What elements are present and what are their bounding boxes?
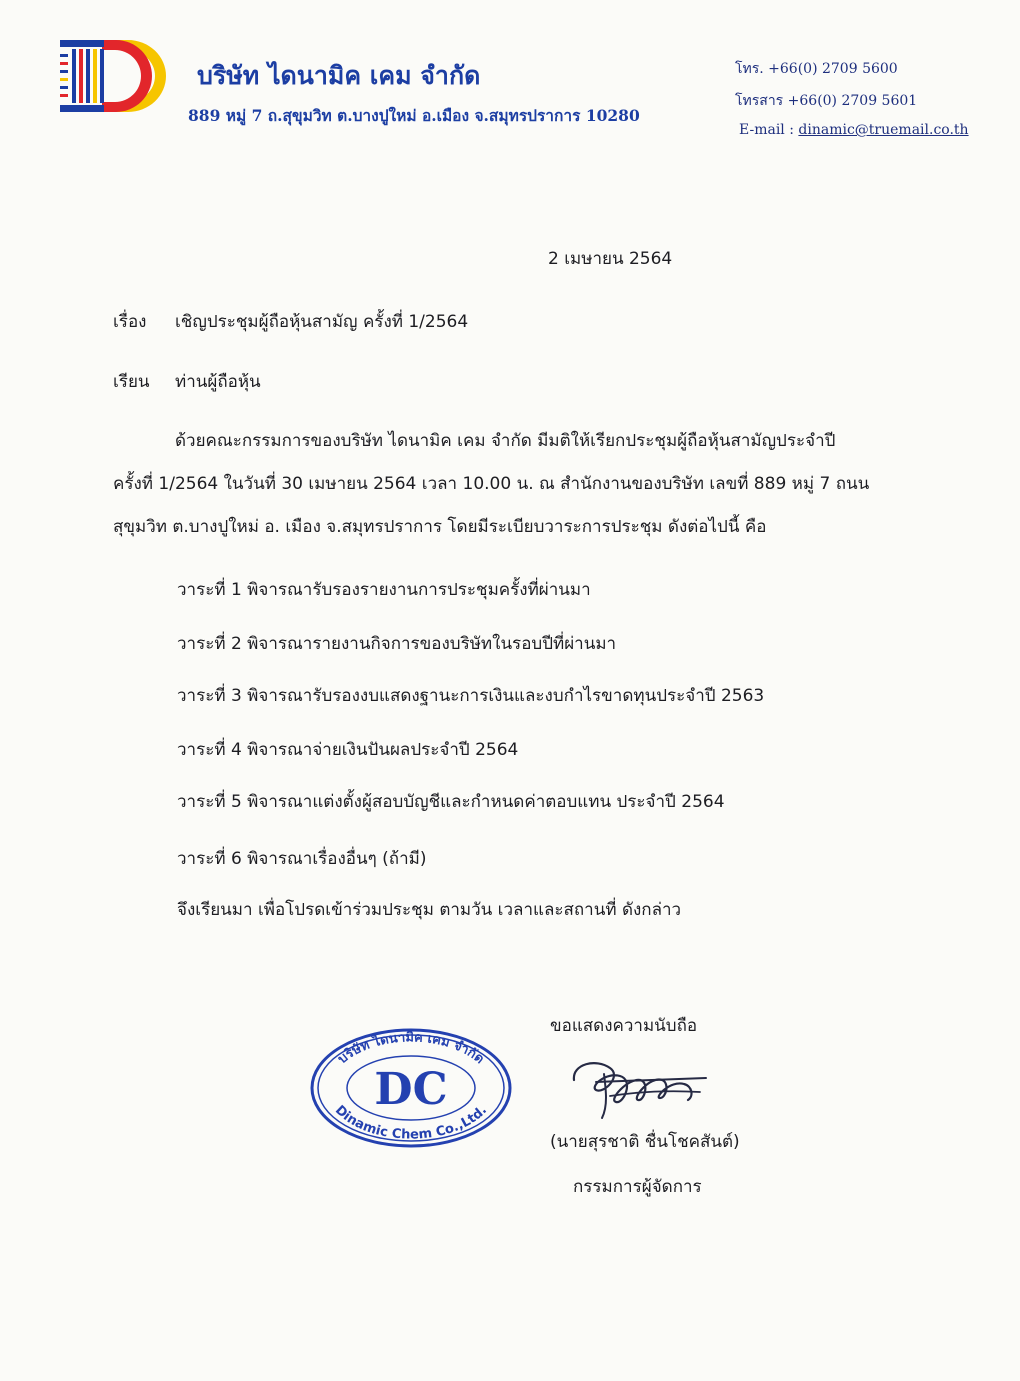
intro-line-1: ด้วยคณะกรรมการของบริษัท ไดนามิค เคม จำกัด มีมติให้เรียกประชุมผู้ถือหุ้นสามัญประจำปี: [175, 431, 836, 451]
agenda-item-5: วาระที่ 5 พิจารณาแต่งตั้งผู้สอบบัญชีและกำหนดค่าตอบแทน ประจำปี 2564: [177, 792, 725, 812]
to-text: ท่านผู้ถือหุ้น: [175, 372, 261, 392]
intro-line-2: ครั้งที่ 1/2564 ในวันที่ 30 เมษายน 2564 เวลา 10.00 น. ณ สำนักงานของบริษัท เลขที่ 889 หมู่ 7 ถนน: [113, 474, 870, 494]
to-label: เรียน: [113, 372, 150, 392]
company-address: 889 หมู่ 7 ถ.สุขุมวิท ต.บางปูใหม่ อ.เมือง จ.สมุทรปราการ 10280: [188, 106, 640, 125]
letter-date: 2 เมษายน 2564: [548, 249, 673, 269]
email-link[interactable]: dinamic@truemail.co.th: [798, 122, 969, 138]
intro-line-3: สุขุมวิท ต.บางปูใหม่ อ. เมือง จ.สมุทรปราการ โดยมีระเบียบวาระการประชุม ดังต่อไปนี้ คือ: [113, 517, 767, 537]
company-logo: [58, 36, 172, 116]
agenda-item-3: วาระที่ 3 พิจารณารับรองงบแสดงฐานะการเงินและงบกำไรขาดทุนประจำปี 2563: [177, 686, 765, 706]
agenda-item-2: วาระที่ 2 พิจารณารายงานกิจการของบริษัทในรอบปีที่ผ่านมา: [177, 634, 617, 654]
company-phone: โทร. +66(0) 2709 5600: [735, 61, 898, 77]
company-stamp: [308, 1024, 514, 1150]
regards-text: ขอแสดงความนับถือ: [550, 1016, 698, 1036]
company-email-line: [739, 122, 969, 138]
agenda-item-4: วาระที่ 4 พิจารณาจ่ายเงินปันผลประจำปี 2564: [177, 740, 519, 760]
agenda-item-6: วาระที่ 6 พิจารณาเรื่องอื่นๆ (ถ้ามี): [177, 849, 427, 869]
agenda-item-1: วาระที่ 1 พิจารณารับรองรายงานการประชุมครั้งที่ผ่านมา: [177, 580, 591, 600]
stamp-top-text: บริษัท ไดนามิค เคม จำกัด: [335, 1030, 487, 1068]
subject-text: เชิญประชุมผู้ถือหุ้นสามัญ ครั้งที่ 1/2564: [175, 312, 469, 332]
stamp-bottom-text: Dinamic Chem Co.,Ltd.: [331, 1102, 491, 1143]
signer-name: (นายสุรชาติ ชื่นโชคสันต์): [550, 1132, 740, 1152]
signature: [566, 1050, 716, 1122]
company-name: บริษัท ไดนามิค เคม จำกัด: [197, 61, 481, 90]
stamp-monogram: DC: [374, 1064, 448, 1115]
closing-line: จึงเรียนมา เพื่อโปรดเข้าร่วมประชุม ตามวัน เวลาและสถานที่ ดังกล่าว: [177, 900, 682, 920]
subject-label: เรื่อง: [113, 312, 147, 332]
company-fax: โทรสาร +66(0) 2709 5601: [735, 93, 918, 109]
signer-title: กรรมการผู้จัดการ: [573, 1177, 702, 1197]
email-label: E-mail :: [739, 122, 799, 138]
